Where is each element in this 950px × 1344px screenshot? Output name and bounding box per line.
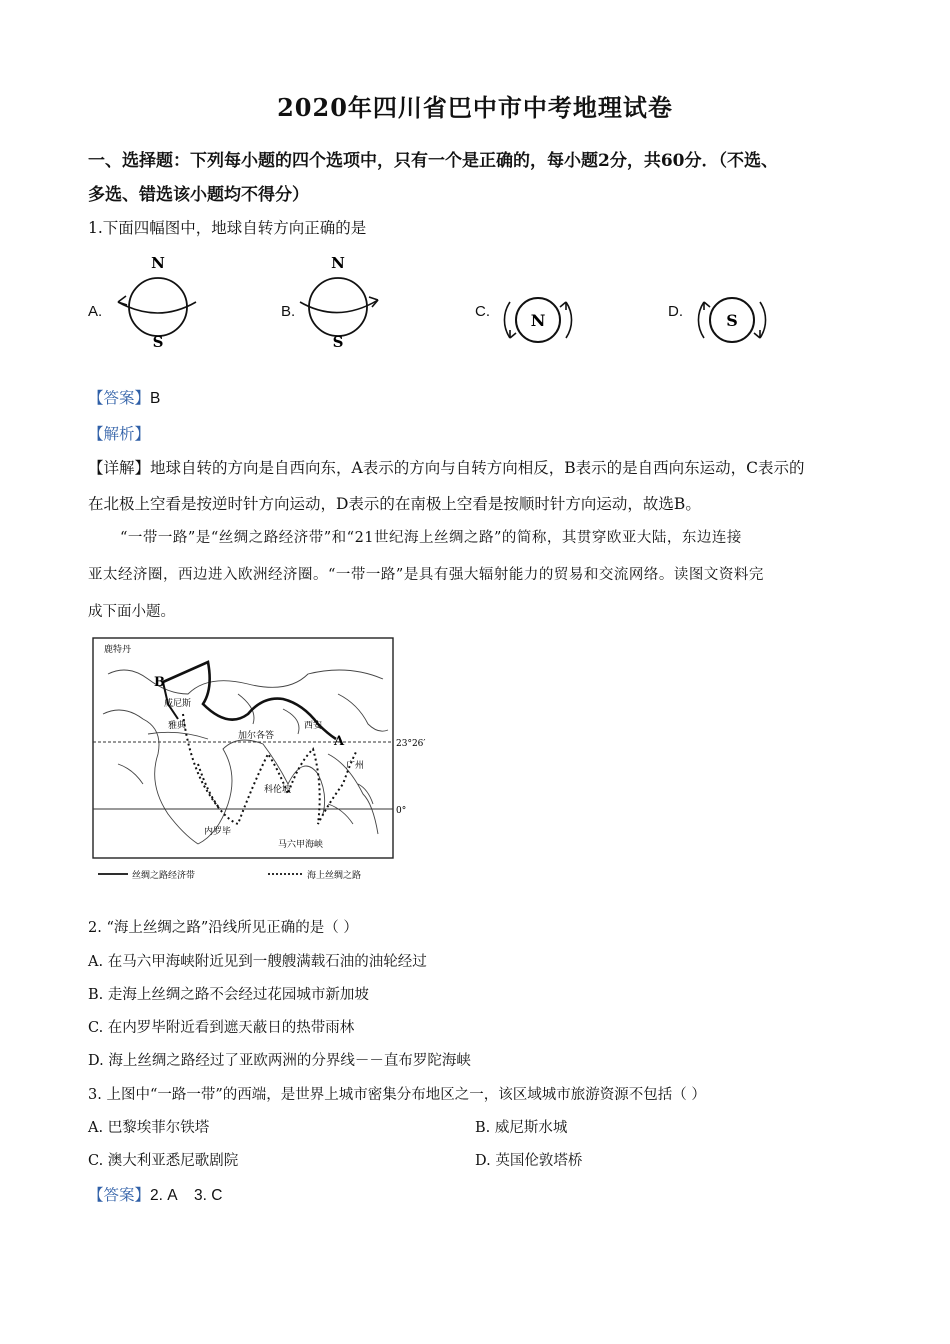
q2-q3-answer-tag: 【答案】 — [88, 1186, 151, 1204]
q2-stem: 2. “海上丝绸之路”沿线所见正确的是（ ） — [88, 920, 358, 936]
globe-c-figure — [496, 288, 586, 350]
label-colombo: 科伦坡 — [264, 785, 292, 795]
q1-analysis-tag: 【解析】 — [88, 425, 151, 443]
q1-stem: 1.下面四幅图中，地球自转方向正确的是 — [88, 219, 367, 237]
q3-option-c: C. 澳大利亚悉尼歌剧院 — [88, 1153, 239, 1169]
q2-q3-answer-value: 2. A 3. C — [150, 1187, 223, 1204]
q1-detail-tag: 【详解】 — [88, 459, 151, 477]
globe-b-north-letter: N — [331, 254, 345, 272]
passage-line2: 亚太经济圈，西边进入欧洲经济圈。“一带一路”是具有强大辐射能力的贸易和交流网络。读图文资料完 — [88, 567, 764, 583]
q1-option-a-label: A. — [88, 303, 103, 320]
silk-road-map — [88, 634, 426, 886]
section-header-line1: 一、选择题：下列每小题的四个选项中，只有一个是正确的，每小题2分，共60分．（不选、 — [88, 151, 778, 171]
label-athens: 雅典 — [168, 721, 187, 731]
tropic-label: 23°26′ — [396, 739, 426, 749]
globe-a-south-letter: S — [152, 333, 164, 351]
q3-stem: 3. 上图中“一路一带”的西端，是世界上城市密集分布地区之一，该区域城市旅游资源不包括（ ） — [88, 1087, 706, 1103]
globe-d-figure — [688, 288, 778, 350]
q2-option-c: C. 在内罗毕附近看到遮天蔽日的热带雨林 — [88, 1020, 355, 1036]
label-point-a: A — [334, 734, 345, 749]
passage-line3: 成下面小题。 — [88, 604, 175, 620]
q2-option-d: D. 海上丝绸之路经过了亚欧两洲的分界线－－直布罗陀海峡 — [88, 1053, 471, 1069]
globe-b-south-letter: S — [332, 333, 344, 351]
q2-option-b: B. 走海上丝绸之路不会经过花园城市新加坡 — [88, 987, 369, 1003]
q3-option-b: B. 威尼斯水城 — [475, 1120, 568, 1136]
equator-label: 0° — [396, 806, 407, 816]
globe-a-north-letter: N — [151, 254, 165, 272]
q3-option-a: A. 巴黎埃菲尔铁塔 — [88, 1120, 210, 1136]
globe-b-figure — [288, 250, 388, 350]
q1-detail-line1 — [88, 456, 804, 478]
q2-q3-answer — [88, 1183, 222, 1205]
label-kolkata: 加尔各答 — [238, 731, 275, 741]
globe-c-pole-letter: N — [530, 311, 546, 330]
globe-a-figure — [108, 250, 208, 350]
q1-option-c-label: C. — [475, 303, 490, 320]
globe-d-pole-letter: S — [726, 311, 738, 330]
q1-answer-value: B — [150, 390, 161, 407]
label-point-b: B — [154, 675, 165, 690]
q1-detail-text1: 地球自转的方向是自西向东，A表示的方向与自转方向相反，B表示的是自西向东运动，C表示的 — [150, 459, 805, 477]
page-title: 2020年四川省巴中市中考地理试卷 — [277, 93, 673, 122]
label-rotterdam: 鹿特丹 — [104, 645, 132, 655]
q3-option-d: D. 英国伦敦塔桥 — [475, 1153, 583, 1169]
q2-option-a: A. 在马六甲海峡附近见到一艘艘满载石油的油轮经过 — [88, 954, 427, 970]
legend-land-label: 丝绸之路经济带 — [132, 871, 196, 881]
label-guangzhou: 广州 — [346, 761, 365, 771]
legend-sea-label: 海上丝绸之路 — [307, 871, 362, 881]
q1-option-b-label: B. — [281, 303, 296, 320]
label-xian: 西安 — [304, 721, 323, 731]
label-venice: 威尼斯 — [164, 699, 192, 709]
section-header-line2: 多选、错选该小题均不得分） — [88, 185, 309, 205]
label-nairobi: 内罗毕 — [204, 827, 232, 837]
q1-option-d-label: D. — [668, 303, 683, 320]
passage-line1: “一带一路”是“丝绸之路经济带”和“21世纪海上丝绸之路”的简称，其贯穿欧亚大陆，东边连接 — [120, 530, 742, 546]
q1-answer — [88, 386, 160, 408]
q1-detail-line2: 在北极上空看是按逆时针方向运动，D表示的在南极上空看是按顺时针方向运动，故选B。 — [88, 495, 701, 513]
label-malacca: 马六甲海峡 — [278, 840, 324, 850]
q1-answer-tag: 【答案】 — [88, 389, 151, 407]
